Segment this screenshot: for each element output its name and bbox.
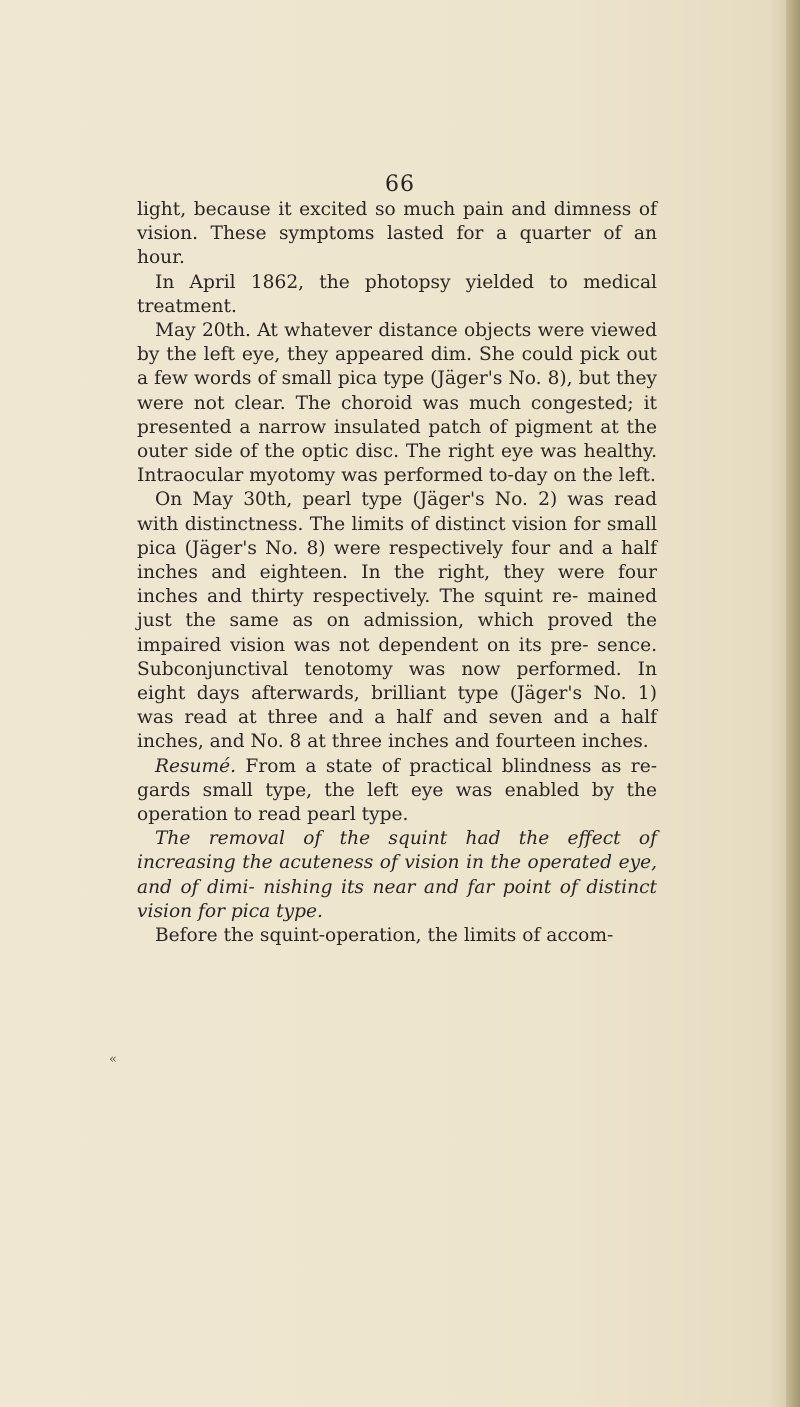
- italic-summary-paragraph: The removal of the squint had the effect of increasing the acuteness of vision in the operated eye, and of dimi- nishing its near and far point of distinct vision for pica type.: [137, 828, 657, 922]
- paragraph-3: May 20th. At whatever distance objects were viewed by the left eye, they appeared dim. She could pick out a few words of small pica type (Jäger's No. 8), but they were not clear. The choroid was much congested; it presented a narrow insulated patch of pigment at the outer side of the optic disc. The right eye was healthy. Intraocular myotomy was performed to-day on the left.: [137, 320, 657, 487]
- margin-mark: «: [109, 1052, 117, 1067]
- resume-text: From a state of practical blindness as re- gards small type, the left eye was enabled by the operation to read pearl type.: [137, 755, 657, 826]
- paragraph-2: In April 1862, the photopsy yielded to medical treatment.: [137, 271, 657, 317]
- paragraph-4: On May 30th, pearl type (Jäger's No. 2) was read with distinctness. The limits of distinct vision for small pica (Jäger's No. 8) were respectively four and a half inches and eighteen. In the right, they were four inches and thirty respectively. The squint re- mained just the same as on admission, which proved the impaired vision was not dependent on its pre- sence. Subconjunctival tenotomy was now performed. In eight days afterwards, brilliant type (Jäger's No. 1) was read at three and a half and seven and a half inches, and No. 8 at three inches and fourteen inches.: [137, 489, 657, 753]
- final-paragraph: Before the squint-operation, the limits of accom-: [155, 925, 614, 947]
- paragraph-1: light, because it excited so much pain and dimness of vision. These symptoms lasted for a quarter of an hour.: [137, 199, 657, 269]
- resume-label: Resumé.: [155, 755, 237, 777]
- body-text: [137, 198, 657, 948]
- page-binding-edge: [786, 0, 800, 1407]
- resume-paragraph: [137, 755, 657, 828]
- page-number: 66: [385, 172, 415, 197]
